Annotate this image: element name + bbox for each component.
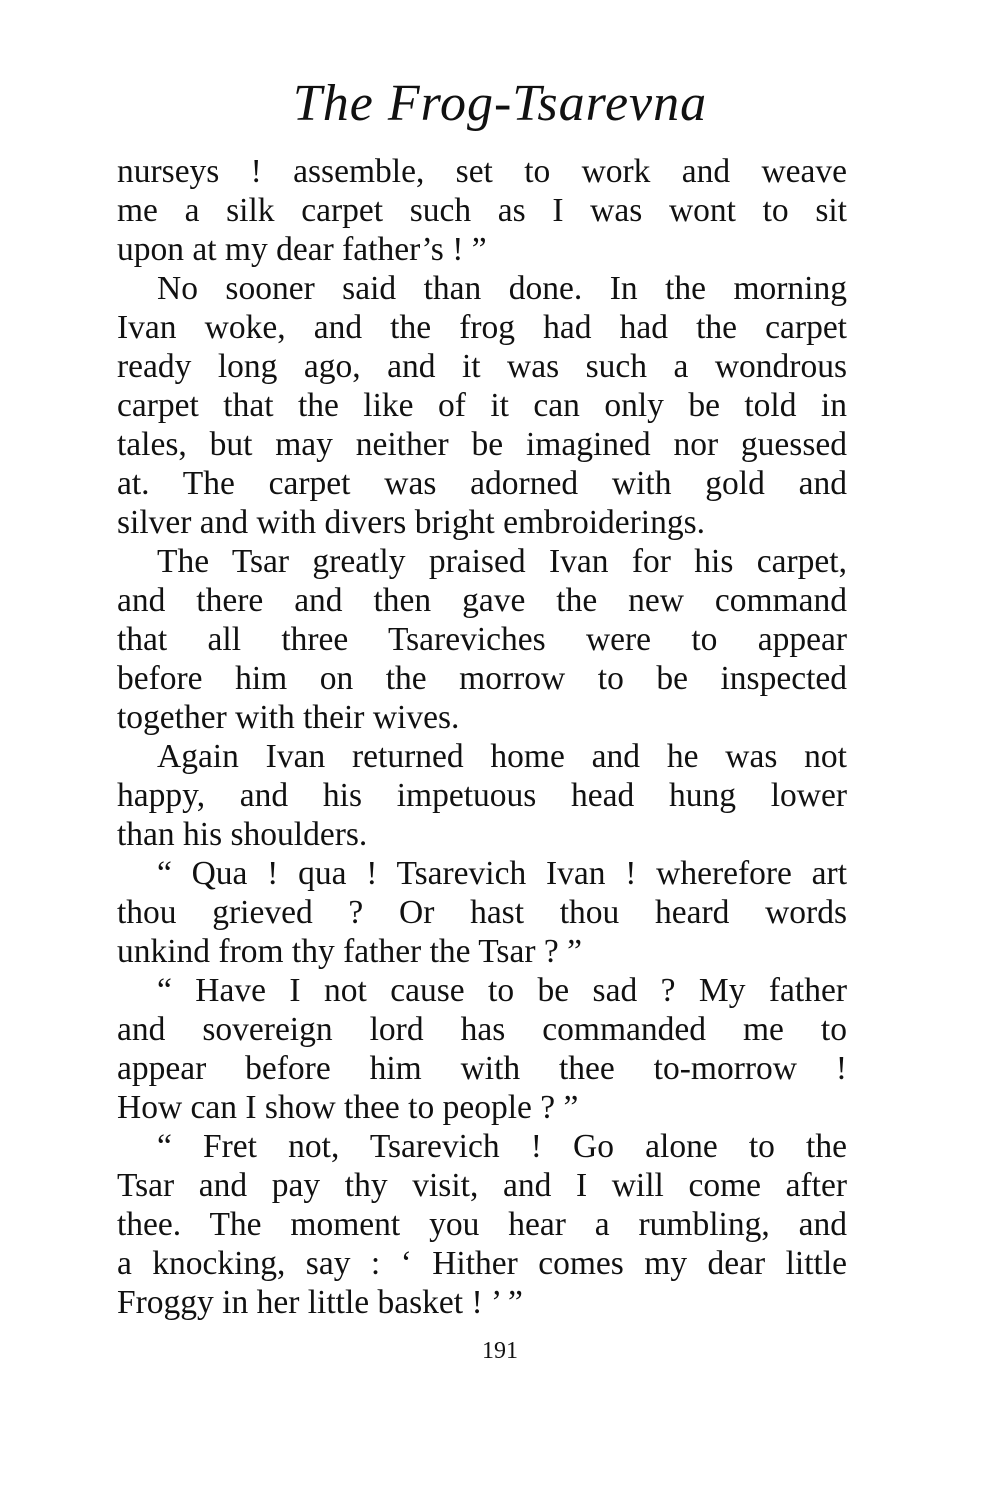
text-line: that all three Tsareviches were to appear <box>117 621 847 658</box>
text-line: a knocking, say : ‘ Hither comes my dear little <box>117 1245 847 1282</box>
text-line: silver and with divers bright embroiderings. <box>117 504 706 541</box>
text-line: “ Fret not, Tsarevich ! Go alone to the <box>157 1128 847 1165</box>
text-line: thee. The moment you hear a rumbling, and <box>117 1206 847 1243</box>
text-line: thou grieved ? Or hast thou heard words <box>117 894 847 931</box>
text-line: “ Have I not cause to be sad ? My father <box>157 972 847 1009</box>
text-line: before him on the morrow to be inspected <box>117 660 847 697</box>
text-line: carpet that the like of it can only be told in <box>117 387 847 424</box>
text-line: Ivan woke, and the frog had had the carpet <box>117 309 847 346</box>
text-line: at. The carpet was adorned with gold and <box>117 465 847 502</box>
text-line: No sooner said than done. In the morning <box>157 270 847 307</box>
text-line: ready long ago, and it was such a wondrous <box>117 348 847 385</box>
text-line: and sovereign lord has commanded me to <box>117 1011 847 1048</box>
text-line: me a silk carpet such as I was wont to sit <box>117 192 847 229</box>
text-line: tales, but may neither be imagined nor guessed <box>117 426 847 463</box>
text-line: than his shoulders. <box>117 816 368 853</box>
running-head: The Frog-Tsarevna <box>292 75 708 132</box>
text-line: Again Ivan returned home and he was not <box>157 738 847 775</box>
text-line: “ Qua ! qua ! Tsarevich Ivan ! wherefore art <box>157 855 847 892</box>
text-line: appear before him with thee to-morrow ! <box>117 1050 847 1087</box>
text-line: happy, and his impetuous head hung lower <box>117 777 847 814</box>
text-line: together with their wives. <box>117 699 460 736</box>
text-line: Froggy in her little basket ! ’ ” <box>117 1284 523 1321</box>
text-line: The Tsar greatly praised Ivan for his carpet, <box>157 543 847 580</box>
page-number: 191 <box>482 1338 518 1364</box>
text-line: and there and then gave the new command <box>117 582 847 619</box>
text-line: How can I show thee to people ? ” <box>117 1089 579 1126</box>
text-line: upon at my dear father’s ! ” <box>117 231 487 268</box>
body-text <box>117 152 847 1322</box>
text-line: unkind from thy father the Tsar ? ” <box>117 933 582 970</box>
text-line: nurseys ! assemble, set to work and weave <box>117 153 847 190</box>
text-line: Tsar and pay thy visit, and I will come after <box>117 1167 847 1204</box>
